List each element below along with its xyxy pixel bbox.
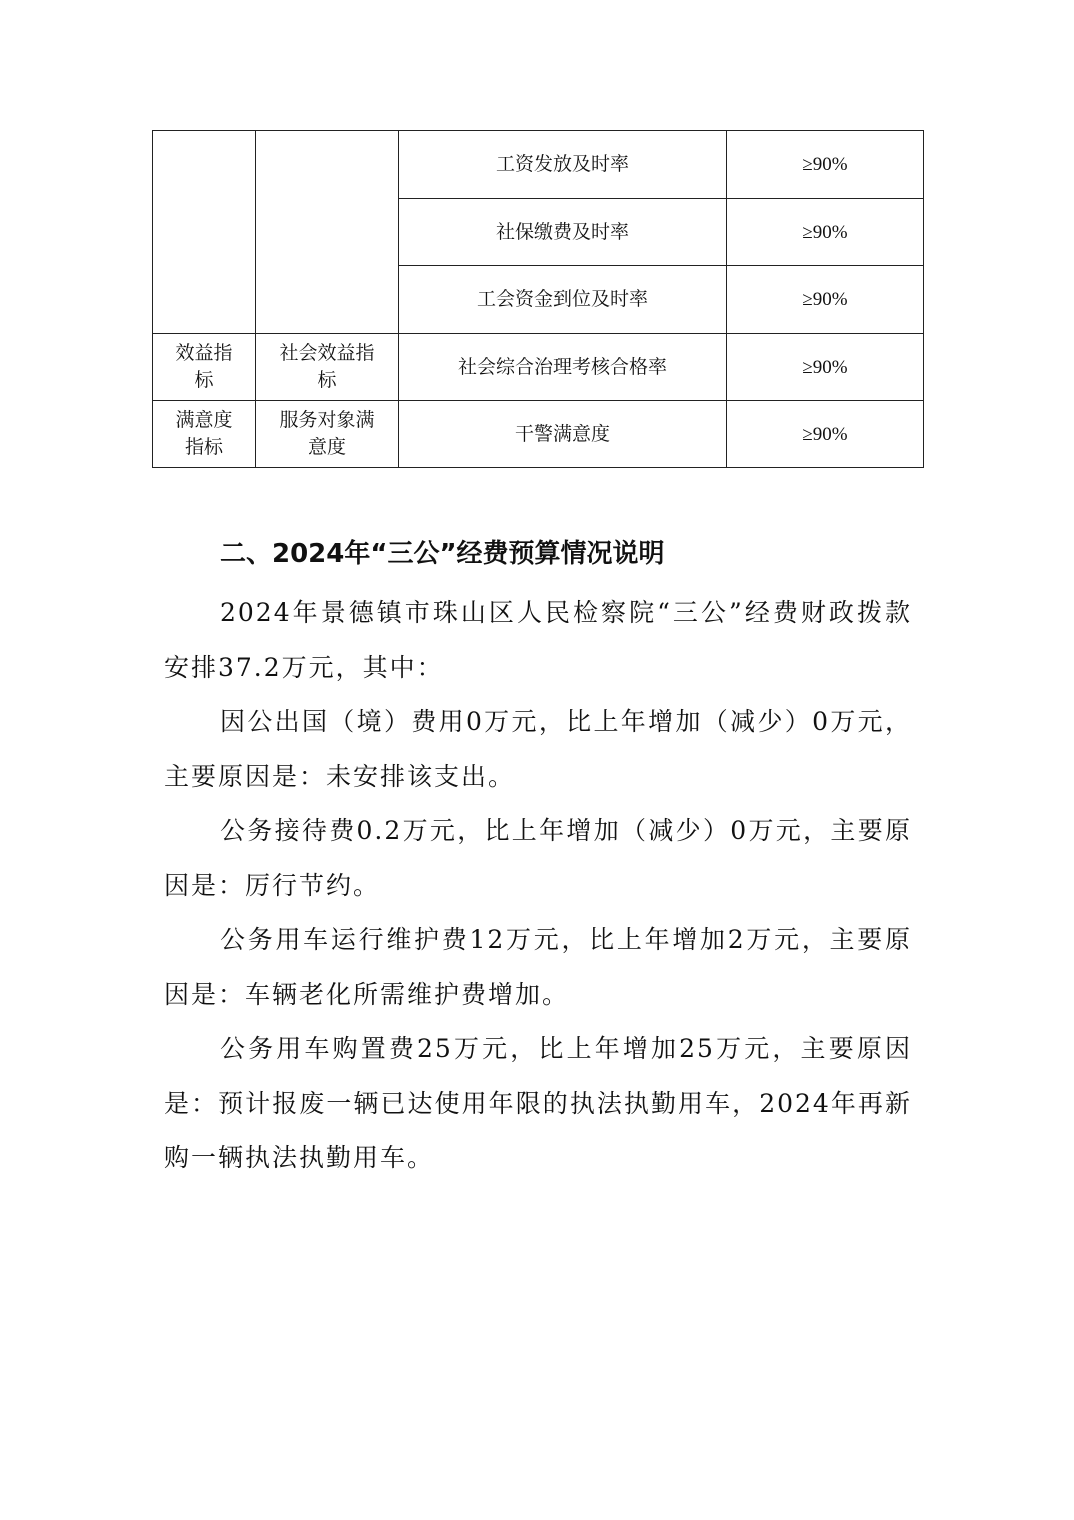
subcategory-line: 意度 — [307, 436, 346, 458]
subcategory-line: 标 — [317, 369, 337, 391]
category-cell — [153, 334, 256, 401]
category-cell — [153, 401, 256, 468]
paragraph: 因公出国（境）费用0万元，比上年增加（减少）0万元，主要原因是：未安排该支出。 — [164, 707, 912, 791]
paragraph: 2024年景德镇市珠山区人民检察院“三公”经费财政拨款安排37.2万元，其中： — [164, 598, 912, 682]
table-row — [153, 131, 924, 199]
indicator-value: ≥90% — [727, 266, 924, 334]
performance-indicator-table — [152, 130, 924, 468]
category-line: 效益指 — [175, 342, 233, 364]
indicator-value: ≥90% — [727, 199, 924, 266]
indicator-name: 工会资金到位及时率 — [399, 266, 727, 334]
subcategory-cell-empty — [256, 131, 399, 334]
indicator-name: 社保缴费及时率 — [399, 199, 727, 266]
indicator-value: ≥90% — [727, 334, 924, 401]
table-row — [153, 334, 924, 401]
section-body — [164, 586, 912, 1186]
table-row — [153, 401, 924, 468]
category-line: 指标 — [184, 436, 223, 458]
section-heading: 二、2024年“三公”经费预算情况说明 — [220, 539, 665, 569]
paragraph: 公务接待费0.2万元，比上年增加（减少）0万元，主要原因是：厉行节约。 — [164, 816, 912, 900]
subcategory-cell — [256, 401, 399, 468]
indicator-name: 干警满意度 — [399, 401, 727, 468]
category-cell-empty — [153, 131, 256, 334]
indicator-name: 工资发放及时率 — [399, 131, 727, 199]
category-line: 标 — [194, 369, 214, 391]
indicator-name: 社会综合治理考核合格率 — [399, 334, 727, 401]
indicator-value: ≥90% — [727, 401, 924, 468]
subcategory-cell — [256, 334, 399, 401]
subcategory-line: 社会效益指 — [279, 342, 375, 364]
category-line: 满意度 — [175, 409, 233, 431]
indicator-value: ≥90% — [727, 131, 924, 199]
paragraph: 公务用车购置费25万元，比上年增加25万元，主要原因是：预计报废一辆已达使用年限的执法执勤用车，2024年再新购一辆执法执勤用车。 — [164, 1034, 912, 1172]
paragraph: 公务用车运行维护费12万元，比上年增加2万元，主要原因是：车辆老化所需维护费增加。 — [164, 925, 912, 1009]
subcategory-line: 服务对象满 — [279, 409, 375, 431]
